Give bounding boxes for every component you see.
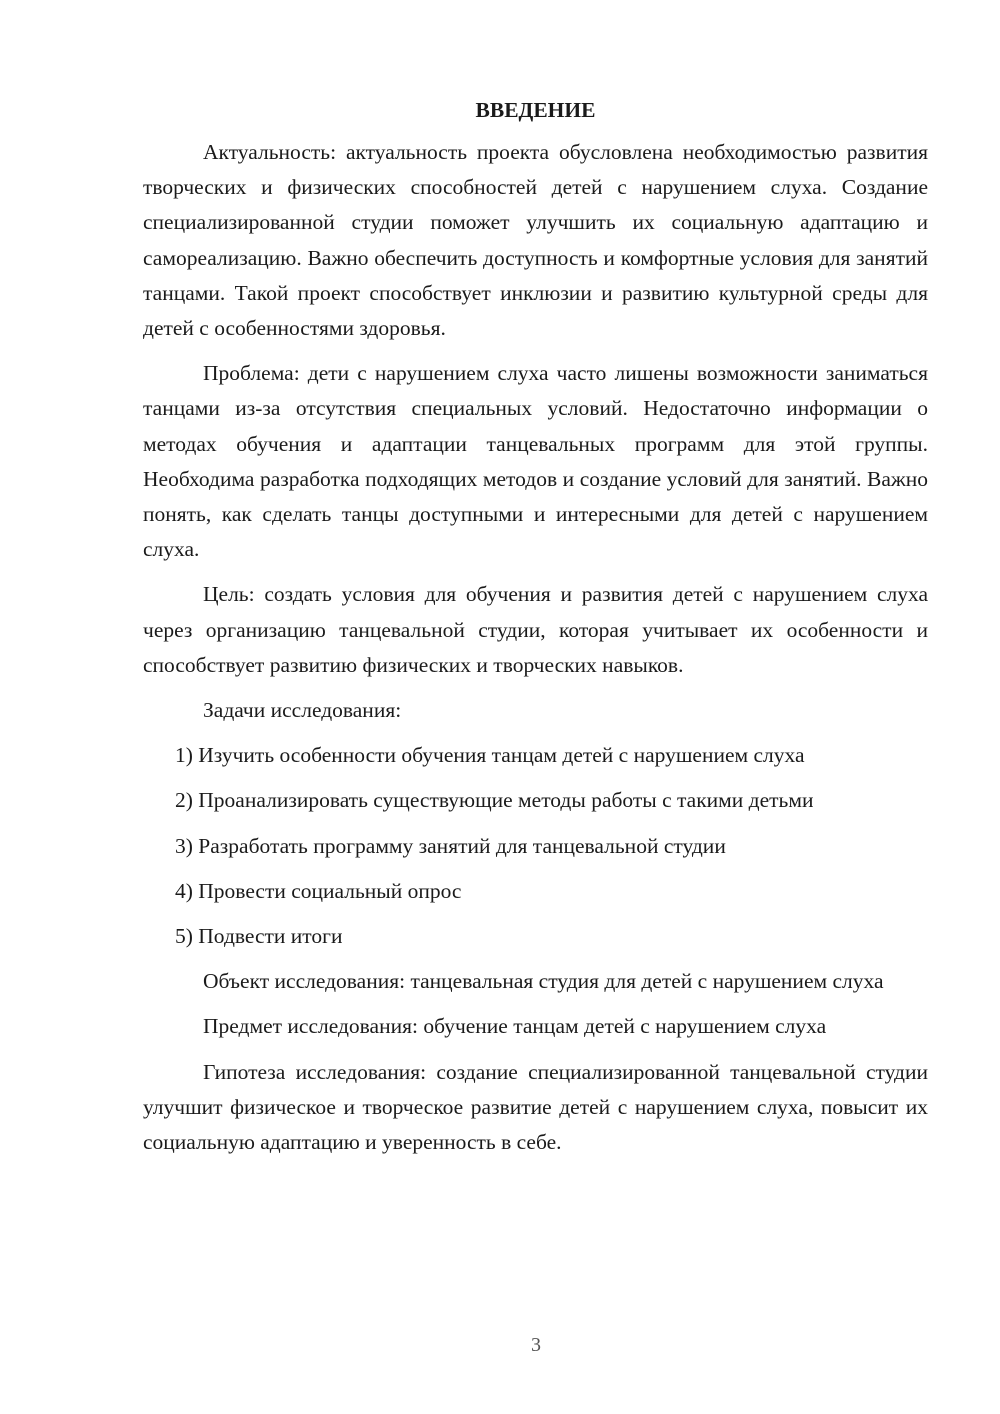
- page-content: [143, 95, 928, 1170]
- tasks-heading: Задачи исследования:: [203, 698, 402, 723]
- page-number: 3: [531, 1334, 541, 1356]
- paragraph-goal: Цель: создать условия для обучения и развития детей с нарушением слуха через организацию танцевальной студии, которая учитывает их особенности и способствует развитию физических и творческих навыков.: [143, 582, 928, 677]
- paragraph-object: Объект исследования: танцевальная студия для детей с нарушением слуха: [203, 969, 884, 994]
- list-item: 1) Изучить особенности обучения танцам детей с нарушением слуха: [175, 743, 805, 768]
- paragraph-relevance: Актуальность: актуальность проекта обусловлена необходимостью развития творческих и физических способностей детей с нарушением слуха. Создание специализированной студии поможет улучшить их социальную адаптацию и самореализацию. Важно обеспечить доступность и комфортные условия для занятий танцами. Такой проект способствует инклюзии и развитию культурной среды для детей с особенностями здоровья.: [143, 140, 928, 341]
- list-item: 4) Провести социальный опрос: [175, 878, 462, 903]
- paragraph-problem: Проблема: дети с нарушением слуха часто лишены возможности заниматься танцами из-за отсутствия специальных условий. Недостаточно информации о методах обучения и адаптации танцевальных программ для этой группы. Необходима разработка подходящих методов и создание условий для занятий. Важно понять, как сделать танцы доступными и интересными для детей с нарушением слуха.: [143, 361, 928, 562]
- paragraph-hypothesis: Гипотеза исследования: создание специализированной танцевальной студии улучшит физическое и творческое развитие детей с нарушением слуха, повысит их социальную адаптацию и уверенность в себе.: [143, 1059, 928, 1155]
- list-item: 3) Разработать программу занятий для танцевальной студии: [175, 833, 726, 858]
- section-title: ВВЕДЕНИЕ: [475, 98, 596, 122]
- list-item: 5) Подвести итоги: [175, 924, 343, 949]
- paragraph-subject: Предмет исследования: обучение танцам детей с нарушением слуха: [203, 1014, 827, 1039]
- tasks-list: [143, 738, 928, 954]
- list-item: 2) Проанализировать существующие методы работы с такими детьми: [175, 788, 814, 813]
